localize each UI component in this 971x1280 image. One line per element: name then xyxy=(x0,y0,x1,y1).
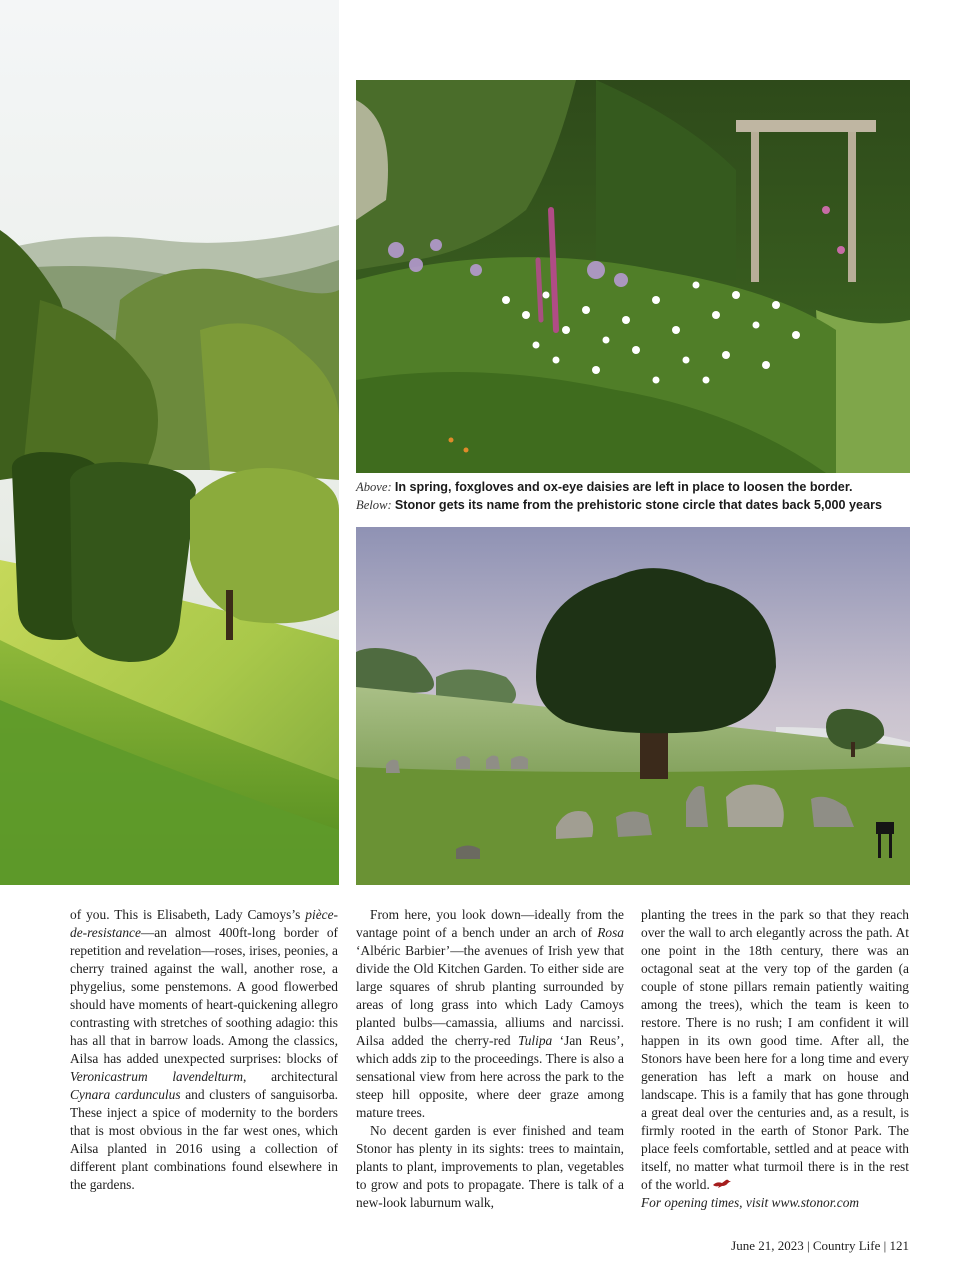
col3-end-note xyxy=(641,1194,909,1212)
col1-italic-piece: pièce-de-resistance xyxy=(70,907,338,940)
folio-sep-1: | xyxy=(807,1238,813,1253)
pheasant-end-mark-icon xyxy=(712,1178,732,1189)
folio-magazine: Country Life xyxy=(812,1238,881,1253)
col2-italic-rosa: Rosa xyxy=(597,925,624,940)
caption-above-lead: Above: xyxy=(356,480,392,494)
caption-below xyxy=(356,495,916,515)
photo-parkland-yews xyxy=(0,0,339,885)
col3-paragraph xyxy=(641,906,909,1194)
col1-italic-veronicastrum: Veronicastrum lavendelturm xyxy=(70,1069,243,1084)
col3-text: planting the trees in the park so that they reach over the wall to arch elegantly across the path. At one point in the 18th century, there was an octagonal seat at the very top of the garden (a couple of stone pillars remain patiently waiting among the trees), which the team is keen to restore. There is no rush; I am confident it will happen in its own good time. After all, the Stonors have been here for a long time and every generation has left a mark on house and landscape. This is a family that has gone through a great deal over the centuries and, as a result, is firmly rooted in the earth of Stonor Park. The place feels comfortable, settled and at peace with itself, no matter what turmoil there is in the rest of the world. xyxy=(641,907,909,1192)
col2-italic-tulipa: Tulipa xyxy=(518,1033,553,1048)
col2-paragraph-2: No decent garden is ever finished and team Stonor has plenty in its sights: trees to maintain, plants to plant, improvements to plan, vegetables to grow and pots to propagate. There is talk of a new-look laburnum walk, xyxy=(356,1123,624,1210)
col1-text-d: and clusters of sanguisorba. These inject a spice of modernity to the borders that is most obvious in the far west ones, which Ailsa planted in 2016 using a collection of different plant combinations found elsewhere in the gardens. xyxy=(70,1087,338,1192)
col1-text-a: of you. This is Elisabeth, Lady Camoys’s xyxy=(70,907,306,922)
col2-text-a: From here, you look down—ideally from the vantage point of a bench under an arch of xyxy=(356,907,624,940)
caption-above-text: In spring, foxgloves and ox-eye daisies are left in place to loosen the border. xyxy=(394,480,853,494)
opening-times-note: For opening times, visit www.stonor.com xyxy=(641,1195,860,1210)
caption-above xyxy=(356,477,916,497)
photo-foxglove-border xyxy=(356,80,910,473)
folio-page-number: 121 xyxy=(889,1238,909,1253)
article-column-2 xyxy=(356,906,624,1212)
caption-below-lead: Below: xyxy=(356,498,392,512)
col2-text-c: ‘Jan Reus’, which adds zip to the proceedings. There is also a sensational view from here across the park to the steep hill opposite, where deer graze among mature trees. xyxy=(356,1033,624,1120)
photo-stone-circle xyxy=(356,527,910,885)
col1-text-b: —an almost 400ft-long border of repetition and revelation—roses, irises, peonies, a cherry trained against the wall, another rose, a phygelius, some penstemons. A good flowerbed should have moments of heart-quickening allegro contrasting with stretches of soothing adagio: this has all that in barrow loads. Among the classics, Ailsa has added unexpected surprises: blocks of xyxy=(70,925,338,1066)
col1-text-c: , architectural xyxy=(243,1069,338,1084)
article-column-1 xyxy=(70,906,338,1194)
col2-text-b: ‘Albéric Barbier’—the avenues of Irish yew that divide the Old Kitchen Garden. To either side are large squares of shrub planting surrounded by areas of long grass into which Lady Camoys planted bulbs—camassia, alliums and narcissi. Ailsa added the cherry-red xyxy=(356,943,624,1048)
col1-italic-cynara: Cynara cardunculus xyxy=(70,1087,181,1102)
page-folio xyxy=(731,1238,909,1254)
folio-date: June 21, 2023 xyxy=(731,1238,804,1253)
col2-paragraph-1 xyxy=(356,906,624,1122)
article-column-3 xyxy=(641,906,909,1212)
col1-paragraph xyxy=(70,906,338,1194)
folio-sep-2: | xyxy=(883,1238,890,1253)
caption-below-text: Stonor gets its name from the prehistoric stone circle that dates back 5,000 years xyxy=(394,498,882,512)
